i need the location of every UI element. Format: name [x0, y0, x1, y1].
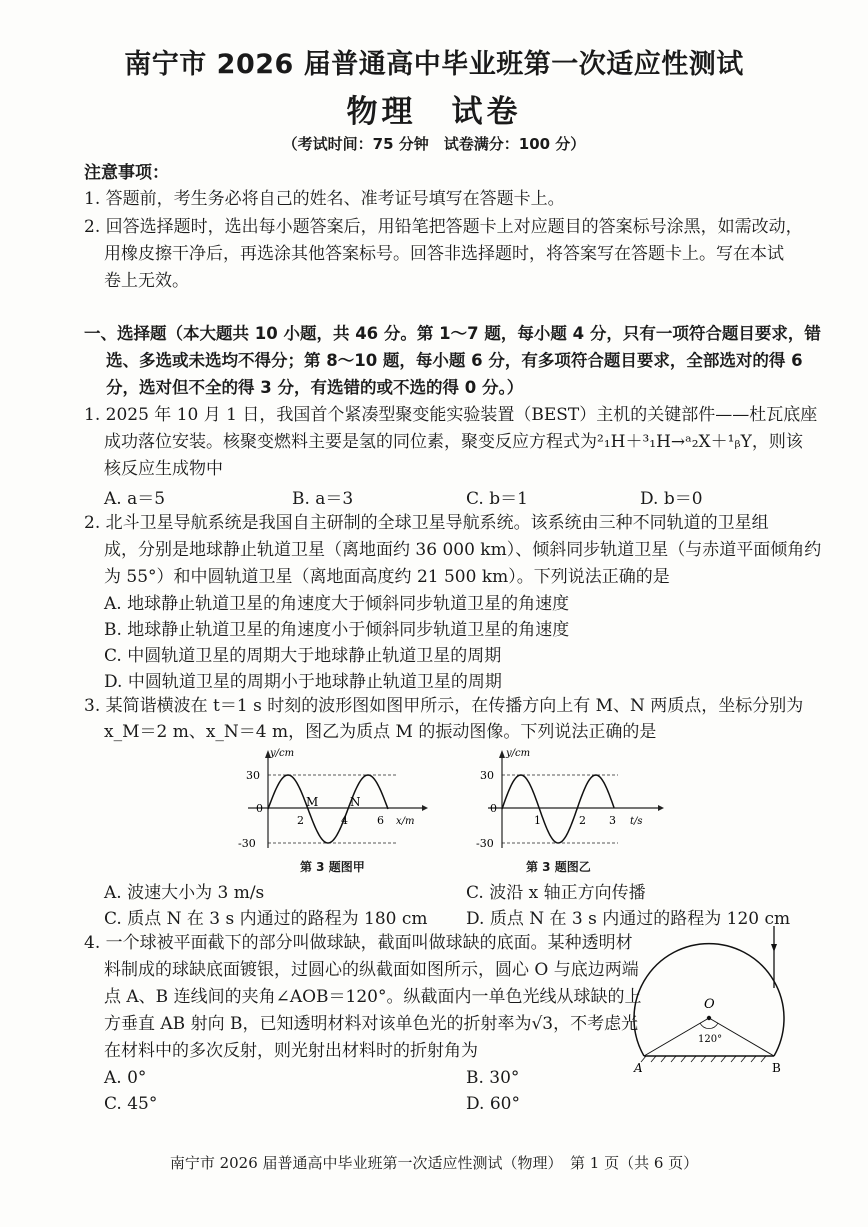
notice-item: 卷上无效。 [104, 271, 189, 291]
y-tick: 30 [480, 769, 494, 782]
t-tick: 2 [579, 814, 586, 827]
hatching [641, 1056, 766, 1062]
x-tick: 2 [297, 814, 304, 827]
q3-option-b: C. 波沿 x 轴正方向传播 [466, 883, 646, 903]
y-tick: 0 [490, 802, 497, 815]
question-2-text: 成，分别是地球静止轨道卫星（离地面约 36 000 km）、倾斜同步轨道卫星（与赤道平面倾角约 [104, 540, 822, 560]
section-heading: 选、多选或未选均不得分；第 8～10 题，每小题 6 分，有多项符合题目要求，全部选对的得 6 [106, 351, 803, 370]
question-4-text: 方垂直 AB 射向 B，已知透明材料对该单色光的折射率为√3，不考虑光 [104, 1014, 639, 1034]
q1-option-d: D. b＝0 [640, 489, 703, 509]
x-label: x/m [396, 816, 415, 827]
notice-item: 2. 回答选择题时，选出每小题答案后，用铅笔把答题卡上对应题目的答案标号涂黑，如需改动， [84, 217, 803, 237]
section-heading: 分，选对但不全的得 3 分，有选错的或不选的得 0 分。） [106, 378, 524, 397]
q3-option-a: A. 波速大小为 3 m/s [104, 883, 265, 903]
y-tick: 0 [256, 802, 263, 815]
figure-caption: 第 3 题图乙 [526, 860, 591, 874]
question-4-text: 料制成的球缺底面镀银，过圆心的纵截面如图所示，圆心 O 与底边两端 [104, 960, 639, 980]
y-label: y/cm [506, 748, 531, 759]
q2-option-b: B. 地球静止轨道卫星的角速度小于倾斜同步轨道卫星的角速度 [104, 620, 570, 640]
q2-option-c: C. 中圆轨道卫星的周期大于地球静止轨道卫星的周期 [104, 646, 502, 666]
notice-item: 用橡皮擦干净后，再选涂其他答案标号。回答非选择题时，将答案写在答题卡上。写在本试 [104, 244, 784, 264]
label-b: B [772, 1061, 781, 1075]
page-title: 南宁市 2026 届普通高中毕业班第一次适应性测试 [124, 49, 744, 80]
y-tick: 30 [246, 769, 260, 782]
q2-option-a: A. 地球静止轨道卫星的角速度大于倾斜同步轨道卫星的角速度 [104, 594, 570, 614]
t-label: t/s [630, 816, 643, 827]
label-a: A [634, 1061, 643, 1075]
y-tick: -30 [476, 837, 494, 850]
question-3-text: x_M＝2 m、x_N＝4 m，图乙为质点 M 的振动图像。下列说法正确的是 [104, 722, 657, 742]
t-tick: 3 [609, 814, 616, 827]
q1-option-b: B. a＝3 [292, 489, 354, 509]
question-3-text: 3. 某简谐横波在 t＝1 s 时刻的波形图如图甲所示，在传播方向上有 M、N 两质点，坐标分别为 [84, 696, 804, 716]
question-1-text: 1. 2025 年 10 月 1 日，我国首个紧凑型聚变能实验装置（BEST）主机的关键部件——杜瓦底座 [84, 405, 818, 425]
wave-graph-figure [238, 744, 428, 852]
angle-arc [700, 1023, 718, 1029]
center-point [707, 1016, 711, 1020]
y-axis-arrow [499, 750, 505, 758]
t-axis-arrow [658, 805, 664, 811]
point-n-label: N [350, 795, 361, 809]
question-2-text: 为 55°）和中圆轨道卫星（离地面高度约 21 500 km）。下列说法正确的是 [104, 567, 670, 587]
section-heading: 一、选择题（本大题共 10 小题，共 46 分。第 1～7 题，每小题 4 分，只有一项符合题目要求，错 [84, 324, 821, 343]
ray-arrow [771, 944, 777, 952]
x-tick: 4 [341, 814, 348, 827]
vibration-curve [502, 775, 614, 843]
figure-caption: 第 3 题图甲 [300, 860, 365, 874]
label-o: O [704, 997, 715, 1012]
q4-option-b: B. 30° [466, 1068, 520, 1088]
point-m-label: M [306, 795, 319, 809]
wave-curve [268, 775, 388, 843]
t-tick: 1 [534, 814, 541, 827]
q1-option-c: C. b＝1 [466, 489, 528, 509]
q4-option-d: D. 60° [466, 1094, 520, 1114]
question-4-text: 4. 一个球被平面截下的部分叫做球缺，截面叫做球缺的底面。某种透明材 [84, 933, 633, 953]
q4-option-a: A. 0° [104, 1068, 147, 1088]
question-4-text: 在材料中的多次反射，则光射出材料时的折射角为 [104, 1041, 478, 1061]
q3-option-d: D. 质点 N 在 3 s 内通过的路程为 120 cm [466, 909, 791, 929]
notice-heading: 注意事项： [84, 163, 169, 183]
x-tick: 6 [377, 814, 384, 827]
question-4-text: 点 A、B 连线间的夹角∠AOB＝120°。纵截面内一单色光线从球缺的上 [104, 987, 642, 1007]
y-label: y/cm [270, 748, 295, 759]
angle-label: 120° [698, 1034, 723, 1045]
q1-option-a: A. a＝5 [104, 489, 166, 509]
question-1-text: 核反应生成物中 [104, 459, 223, 479]
q3-option-c: C. 质点 N 在 3 s 内通过的路程为 180 cm [104, 909, 428, 929]
vibration-graph-figure [478, 744, 668, 852]
question-1-text: 成功落位安装。核聚变燃料主要是氢的同位素，聚变反应方程式为²₁H＋³₁H→ᵃ₂X＋¹ᵦY，则该 [104, 432, 803, 452]
exam-info: （考试时间：75 分钟 试卷满分：100 分） [282, 135, 586, 153]
q4-option-c: C. 45° [104, 1094, 158, 1114]
subject-title: 物理 试卷 [346, 94, 522, 130]
notice-item: 1. 答题前，考生务必将自己的姓名、准考证号填写在答题卡上。 [84, 189, 565, 209]
x-axis-arrow [422, 805, 428, 811]
question-2-text: 2. 北斗卫星导航系统是我国自主研制的全球卫星导航系统。该系统由三种不同轨道的卫星组 [84, 513, 769, 533]
spherical-cap-figure [628, 920, 798, 1080]
y-tick: -30 [238, 837, 256, 850]
page-footer: 南宁市 2026 届普通高中毕业班第一次适应性测试（物理） 第 1 页（共 6 页） [169, 1154, 699, 1172]
q2-option-d: D. 中圆轨道卫星的周期小于地球静止轨道卫星的周期 [104, 672, 502, 692]
